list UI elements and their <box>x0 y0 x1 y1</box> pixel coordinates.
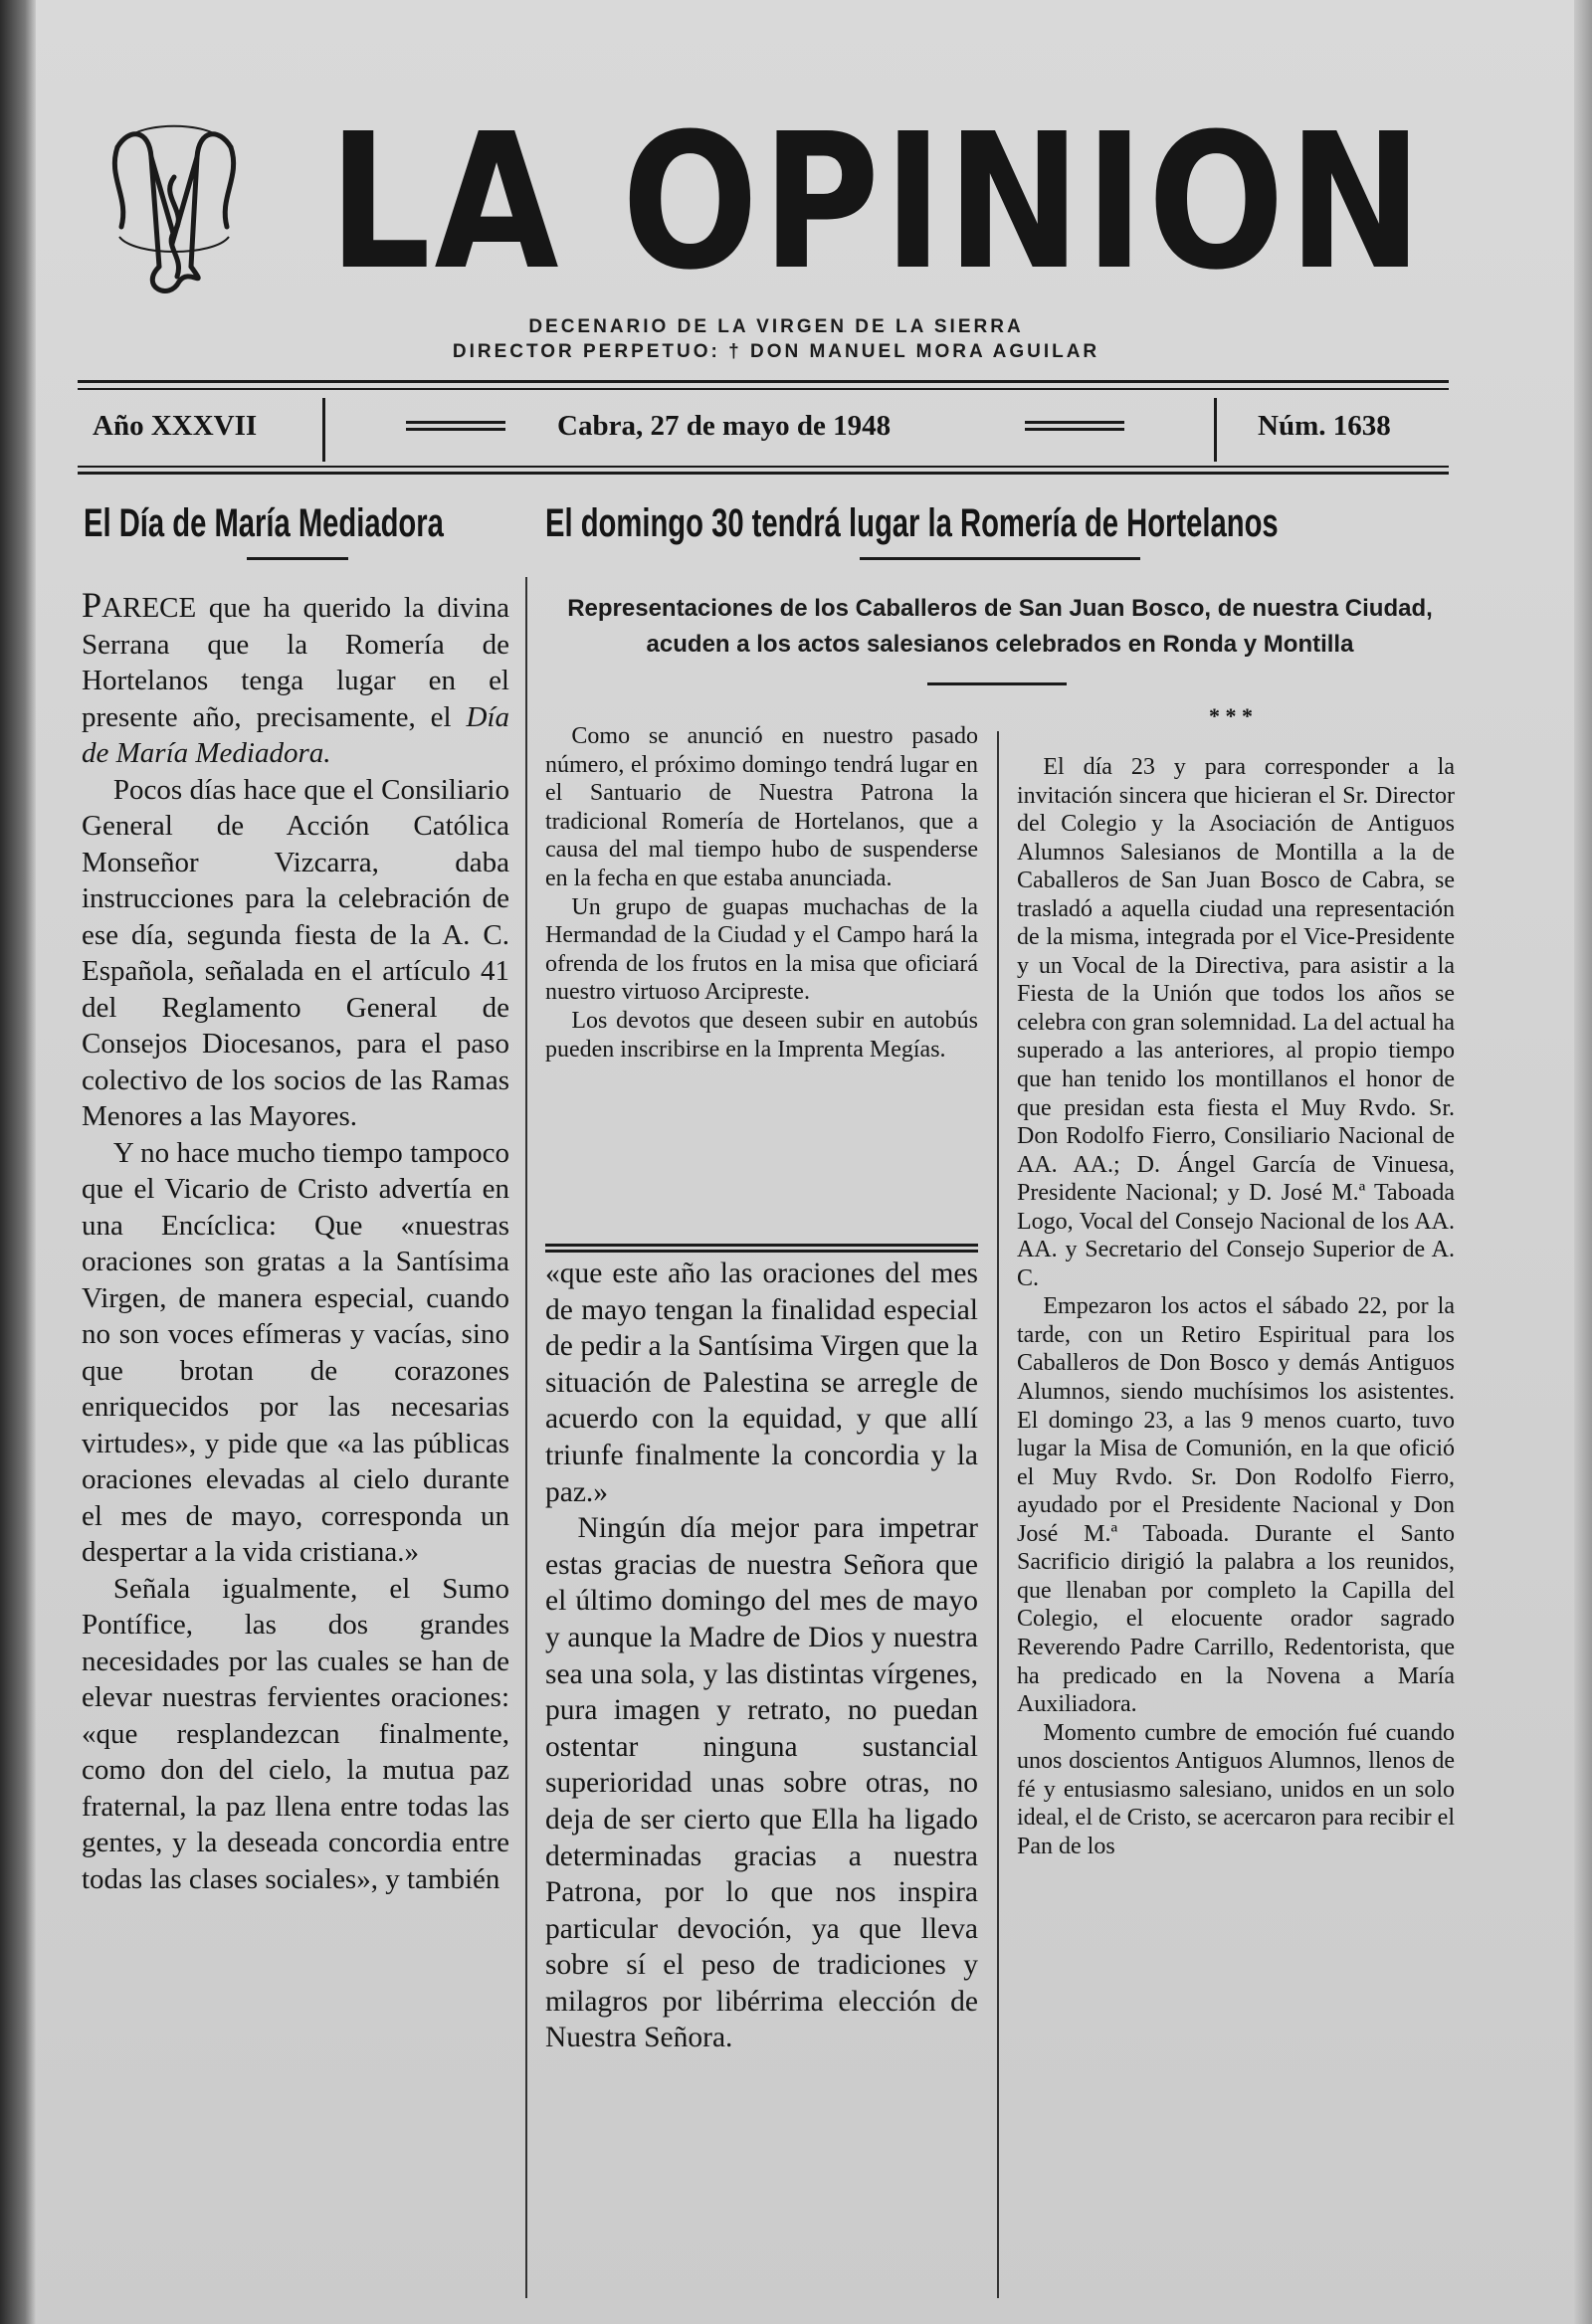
issue-number: Núm. 1638 <box>1258 410 1391 442</box>
drop-cap: P <box>82 585 102 625</box>
right-paragraph-2: Empezaron los actos el sábado 22, por la tarde, con un Retiro Espiritual para los Caballeros de Don Bosco y demás Antiguos Alumnos, siendo muchísimos los asistentes. El domingo 23, a las 9 menos cuarto, tuvo lugar la Misa de Comunión, en la que ofició el Muy Rvdo. Sr. Don Rodolfo Fierro, ayudado por el Presidente Nacional y Don José M.ª Taboada. Durante el Santo Sacrificio dirigió la palabra a los reunidos, que llenaban por completo la Capilla del Colegio, el elocuente orador sagrado Reverendo Padre Carrillo, Redentorista, que ha predicado en la Novena a María Auxiliadora. <box>1017 1293 1455 1718</box>
main-article-body-right <box>1017 753 1455 1860</box>
main-paragraph-1: Como se anunció en nuestro pasado número, el próximo domingo tendrá lugar en el Santuario de Nuestra Patrona la tradicional Romería de Hortelanos, que a causa del mal tiempo hubo de suspenderse en la fecha en que estaba anunciada. <box>545 723 978 891</box>
right-paragraph-1: El día 23 y para corresponder a la invitación sincera que hicieran el Sr. Director del Colegio y la Asociación de Antiguos Alumnos Salesianos de Montilla a la de Caballeros de San Juan Bosco de Cabra, se trasladó a aquella ciudad una representación de la misma, integrada por el Vice-Presidente y un Vocal de la Directiva, para asistir a la Fiesta de la Unión que todos los años se celebra con gran solemnidad. La del actual ha superado a las anteriores, al propio tiempo que han tenido los montillanos el honor de que presidan esta fiesta el Muy Rvdo. Sr. Don Rodolfo Fierro, Consiliario Nacional de AA. AA.; D. Ángel García de Vinuesa, Presidente Nacional; y D. José M.ª Taboada Logo, Vocal del Consejo Nacional de los AA. AA. y Secretario del Consejo Superior de A. C. <box>1017 754 1455 1291</box>
column-rule <box>997 731 999 2298</box>
masthead-rule-top-thin <box>78 388 1449 390</box>
main-article-body-left <box>545 722 978 1064</box>
left-paragraph-2: Pocos días hace que el Consiliario General de Acción Católica Monseñor Vizcarra, daba instrucciones para la celebración de ese día, segunda fiesta de la A. C. Española, señalada en el artículo 41 del Reglamento General de Consejos Diocesanos, para el paso colectivo de los socios de las Ramas Menores a las Mayores. <box>82 773 509 1132</box>
left-paragraph-3: Y no hace mucho tiempo tampoco que el Vicario de Cristo advertía en una Encíclica: Que «nuestras oraciones son gratas a la Santísima Virgen, de manera especial, cuando no son voces efímeras y vacías, sino que brotan de corazones enriquecidos por las necesarias virtudes», y pide que «a las públicas oraciones elevadas al cielo durante el mes de mayo, corresponda un despertar a la vida cristiana.» <box>82 1136 509 1568</box>
headline-underline <box>247 557 348 560</box>
subhead-underline <box>927 682 1067 685</box>
info-divider <box>322 398 325 462</box>
left-paragraph-1: PARECE que ha querido la divina Serrana que la Romería de Hortelanos tenga lugar en el presente año, precisamente, el Día de María Mediadora. <box>82 585 509 769</box>
main-paragraph-3: Los devotos que deseen subir en autobús pueden inscribirse en la Imprenta Megías. <box>545 1007 978 1063</box>
section-separator-stars: * * * <box>1209 703 1253 728</box>
newspaper-title: LA OPINION <box>328 94 1427 311</box>
main-paragraph-2: Un grupo de guapas muchachas de la Hermandad de la Ciudad y el Campo hará la ofrenda de los frutos en la misa que oficiará nuestro virtuoso Arcipreste. <box>545 893 978 1006</box>
binding-edge <box>0 0 36 2324</box>
page-edge <box>1574 0 1592 2324</box>
right-paragraph-3: Momento cumbre de emoción fué cuando unos doscientos Antiguos Alumnos, llenos de fé y entusiasmo salesiano, unidos en un solo ideal, el de Cristo, se acercaron para recibir el Pan de los <box>1017 1719 1455 1859</box>
left-paragraph-4: Señala igualmente, el Sumo Pontífice, las dos grandes necesidades por las cuales se han de elevar nuestras fervientes oraciones: «que resplandezcan finalmente, como don del cielo, la mutua paz fraternal, la paz llena entre todas las gentes, y la deseada concordia entre todas las clases sociales», y también <box>82 1572 509 1895</box>
info-ornament <box>406 421 505 431</box>
continuation-paragraph-2: Ningún día mejor para impetrar estas gracias de nuestra Señora que el último domingo del mes de mayo y aunque la Madre de Dios y nuestra sea una sola, y las distintas vírgenes, pura imagen y retrato, no puedan ostentar ninguna sustancial superioridad unas sobre otras, no deja de ser cierto que Ella ha ligado determinadas gracias a nuestra Patrona, por lo que nos inspira particular devoción, ya que lleva sobre sí el peso de tradiciones y milagros por libérrima elección de Nuestra Señora. <box>545 1512 978 2054</box>
column-rule <box>525 577 527 2298</box>
masthead-rule-top <box>78 380 1449 383</box>
left-article-headline: El Día de María Mediadora <box>84 501 444 545</box>
left-article-body <box>82 587 509 1897</box>
section-double-rule <box>545 1244 978 1253</box>
headline-underline <box>860 557 1140 560</box>
masthead-rule-bottom <box>78 472 1449 475</box>
monogram-logo <box>100 117 249 306</box>
info-divider <box>1214 398 1217 462</box>
main-article-subhead: Representaciones de los Caballeros de San Juan Bosco, de nuestra Ciudad, acuden a los actos salesianos celebrados en Ronda y Montilla <box>567 595 1433 658</box>
issue-year: Año XXXVII <box>93 410 258 442</box>
info-ornament <box>1025 421 1124 431</box>
main-article-headline: El domingo 30 tendrá lugar la Romería de Hortelanos <box>545 501 1279 545</box>
masthead-director: DIRECTOR PERPETUO: † DON MANUEL MORA AGUILAR <box>452 341 1100 362</box>
issue-info-bar <box>78 398 1449 458</box>
masthead-subtitle: DECENARIO DE LA VIRGEN DE LA SIERRA <box>528 316 1024 337</box>
masthead-rule-bottom-thin <box>78 466 1449 468</box>
issue-place-date: Cabra, 27 de mayo de 1948 <box>557 410 892 442</box>
continuation-paragraph-1: «que este año las oraciones del mes de mayo tengan la finalidad especial de pedir a la Santísima Virgen que la situación de Palestina se arregle de acuerdo con la equidad, y que allí triunfe finalmente la concordia y la paz.» <box>545 1258 978 1508</box>
left-article-continuation <box>545 1256 978 2056</box>
